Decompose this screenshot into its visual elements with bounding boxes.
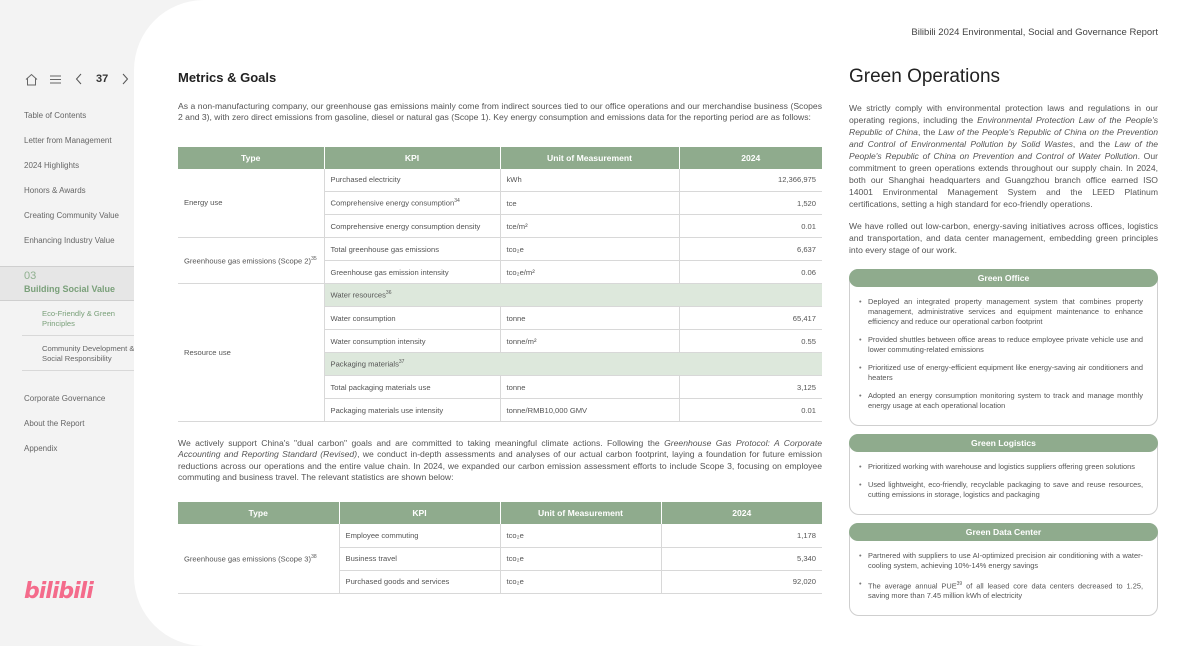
green-office-card	[849, 269, 1158, 426]
type-cell: Greenhouse gas emissions (Scope 2)$^{35}$	[178, 238, 324, 284]
unit-cell: tonne	[500, 376, 679, 399]
toc-table-of-contents[interactable]: Table of Contents	[24, 111, 87, 120]
sidebar	[0, 0, 150, 646]
scope3-table	[178, 502, 822, 594]
bilibili-logo: bilibili	[24, 579, 93, 604]
toc-2024-highlights[interactable]: 2024 Highlights	[24, 161, 80, 170]
footnote-ref: 37	[398, 359, 405, 366]
unit-cell: tco₂e/m²	[500, 261, 679, 284]
initiatives-paragraph: We have rolled out low-carbon, energy-saving initiatives across offices, logistics and transportation, and data center management, embedding green principles into every stage of our work.	[849, 221, 1158, 255]
col-type: Type	[178, 147, 324, 169]
scope3-paragraph: We actively support China's "dual carbon" goals and are committed to taking meaningful climate actions. Following the Greenhouse Gas Protocol: A Corporate Accounting and Reporting Standard (Revised), we conduct in-depth assessments and analyses of our actual carbon footprint, laying a foundation for future emission reductions across our operations and the entire value chain. In 2024, we expanded our carbon emission assessment efforts to include Scope 3, focusing on employee commuting and business travel. The relevant statistics are shown below:	[178, 438, 822, 482]
green-data-center-card	[849, 523, 1158, 616]
kpi-cell: Business travel	[339, 547, 500, 570]
value-cell: 0.06	[679, 261, 822, 284]
ghg-protocol-title: Greenhouse Gas Protocol: A Corporate Accounting and Reporting Standard (Revised)	[178, 438, 822, 460]
kpi-cell: Greenhouse gas emission intensity	[324, 261, 500, 284]
col-unit: Unit of Measurement	[500, 147, 679, 169]
kpi-cell: Comprehensive energy consumption density	[324, 215, 500, 238]
value-cell: 12,366,975	[679, 169, 822, 192]
green-logistics-card	[849, 434, 1158, 515]
metrics-goals-section	[178, 70, 822, 594]
type-cell: Greenhouse gas emissions (Scope 3)$^{38}$	[178, 524, 339, 593]
table-row	[178, 524, 822, 547]
unit-cell: tce/m²	[500, 215, 679, 238]
green-operations-section	[849, 66, 1158, 616]
col-unit: Unit of Measurement	[500, 502, 661, 524]
col-kpi: KPI	[339, 502, 500, 524]
metrics-intro: As a non-manufacturing company, our greenhouse gas emissions mainly come from indirect sources tied to our office operations and our merchandise business (Scopes 2 and 3), with zero direct emissions from gasoline, diesel or natural gas (Scope 1). Key energy consumption and emissions data for the reporting period are as follows:	[178, 101, 822, 123]
list-item: • Used lightweight, eco-friendly, recyclable packaging to save and reuse resources, cutting emissions in storage, logistics and packaging	[868, 480, 1143, 500]
green-operations-heading: Green Operations	[849, 66, 1001, 87]
green-data-center-title: Green Data Center	[849, 523, 1158, 541]
content-panel	[134, 0, 1200, 646]
unit-cell: tonne	[500, 307, 679, 330]
metrics-heading: Metrics & Goals	[178, 70, 277, 85]
green-office-title: Green Office	[849, 269, 1158, 287]
toc-eco-friendly-green[interactable]: Eco-Friendly & Green Principles	[22, 301, 135, 336]
footnote-ref: 35	[311, 255, 317, 262]
table-row	[178, 169, 822, 192]
toc-about-the-report[interactable]: About the Report	[24, 419, 85, 428]
subheader-cell: Packaging materials$^{37}$	[324, 353, 822, 376]
toc-corporate-governance[interactable]: Corporate Governance	[24, 394, 106, 403]
toc-enhancing-industry-value[interactable]: Enhancing Industry Value	[24, 236, 115, 245]
table-subheader-row	[178, 284, 822, 307]
kpi-cell: Water consumption	[324, 307, 500, 330]
kpi-cell: Purchased electricity	[324, 169, 500, 192]
value-cell: 92,020	[661, 570, 822, 593]
kpi-cell: Packaging materials use intensity	[324, 399, 500, 422]
toc-honors-awards[interactable]: Honors & Awards	[24, 186, 86, 195]
value-cell: 0.01	[679, 399, 822, 422]
footnote-ref: 38	[311, 553, 317, 560]
subheader-cell: Water resources$^{36}$	[324, 284, 822, 307]
col-type: Type	[178, 502, 339, 524]
kpi-cell: Total greenhouse gas emissions	[324, 238, 500, 261]
report-title: Bilibili 2024 Environmental, Social and Governance Report	[911, 27, 1158, 38]
green-logistics-title: Green Logistics	[849, 434, 1158, 452]
footnote-ref: 36	[385, 290, 392, 297]
chevron-left-icon[interactable]	[72, 72, 86, 86]
home-icon[interactable]	[24, 72, 38, 86]
page-navigator	[24, 72, 132, 86]
kpi-cell: Purchased goods and services	[339, 570, 500, 593]
footnote-ref: 34	[454, 198, 460, 205]
compliance-paragraph: We strictly comply with environmental protection laws and regulations in our operating regions, including the Environmental Protection Law of the People's Republic of China, the Law of the People's Republic of China on the Prevention and Control of Environmental Pollution by Solid Wastes, and the Law of the People's Republic of China on Prevention and Control of Water Pollution. Our commitment to green operations extends throughout our supply chain. In 2024, both our Shanghai headquarters and Guangzhou branch office earned ISO 14001 Environmental Management System and the LEED Platinum certifications, setting a high standard for eco-friendly operations.	[849, 103, 1159, 209]
value-cell: 0.55	[679, 330, 822, 353]
value-cell: 5,340	[661, 547, 822, 570]
toc-letter-from-management[interactable]: Letter from Management	[24, 136, 112, 145]
unit-cell: tco₂e	[500, 547, 661, 570]
type-cell: Energy use	[178, 169, 324, 238]
toc-creating-community-value[interactable]: Creating Community Value	[24, 211, 120, 220]
unit-cell: kWh	[500, 169, 679, 192]
value-cell: 65,417	[679, 307, 822, 330]
value-cell: 1,178	[661, 524, 822, 547]
unit-cell: tonne/RMB10,000 GMV	[500, 399, 679, 422]
unit-cell: tco₂e	[500, 570, 661, 593]
value-cell: 1,520	[679, 192, 822, 215]
unit-cell: tco₂e	[500, 238, 679, 261]
footnote-ref: 39	[956, 581, 963, 587]
list-item: • Adopted an energy consumption monitoring system to track and manage monthly energy usage at each operational location	[868, 391, 1143, 411]
value-cell: 0.01	[679, 215, 822, 238]
type-cell: Resource use	[178, 284, 324, 422]
value-cell: 3,125	[679, 376, 822, 399]
value-cell: 6,637	[679, 238, 822, 261]
list-item: • The average annual PUE$^{39}$ of all leased core data centers decreased to 1.25, saving more than 7.45 million kWh of electricity	[868, 579, 1143, 601]
page-number: 37	[96, 73, 109, 85]
unit-cell: tco₂e	[500, 524, 661, 547]
list-item: • Deployed an integrated property management system that combines property management, administrative services and equipment maintenance to enhance efficiency and reduce our operational carbon footprint	[868, 297, 1143, 327]
list-item: • Partnered with suppliers to use AI-optimized precision air conditioning with a water-cooling system, achieving 10%-14% energy savings	[868, 551, 1143, 571]
col-2024: 2024	[679, 147, 822, 169]
col-2024: 2024	[661, 502, 822, 524]
table-row	[178, 238, 822, 261]
kpi-cell: Water consumption intensity	[324, 330, 500, 353]
kpi-cell: Comprehensive energy consumption$^{34}$	[324, 192, 500, 215]
table-header-row	[178, 147, 822, 169]
chevron-right-icon[interactable]	[118, 72, 132, 86]
list-item: • Prioritized use of energy-efficient equipment like energy-saving air conditioners and heaters	[868, 363, 1143, 383]
col-kpi: KPI	[324, 147, 500, 169]
table-of-contents	[0, 110, 135, 468]
energy-emissions-table	[178, 147, 822, 423]
unit-cell: tce	[500, 192, 679, 215]
toc-community-development[interactable]: Community Development & Social Responsibility	[22, 336, 135, 371]
section-label: Building Social Value	[24, 284, 116, 294]
kpi-cell: Total packaging materials use	[324, 376, 500, 399]
toc-building-social-value[interactable]	[0, 266, 135, 301]
unit-cell: tonne/m²	[500, 330, 679, 353]
menu-icon[interactable]	[48, 72, 62, 86]
table-header-row	[178, 502, 822, 524]
list-item: • Prioritized working with warehouse and logistics suppliers offering green solutions	[868, 462, 1143, 472]
toc-appendix[interactable]: Appendix	[24, 444, 58, 453]
kpi-cell: Employee commuting	[339, 524, 500, 547]
list-item: • Provided shuttles between office areas to reduce employee private vehicle use and lower commuting-related emissions	[868, 335, 1143, 355]
section-number: 03	[24, 270, 37, 282]
